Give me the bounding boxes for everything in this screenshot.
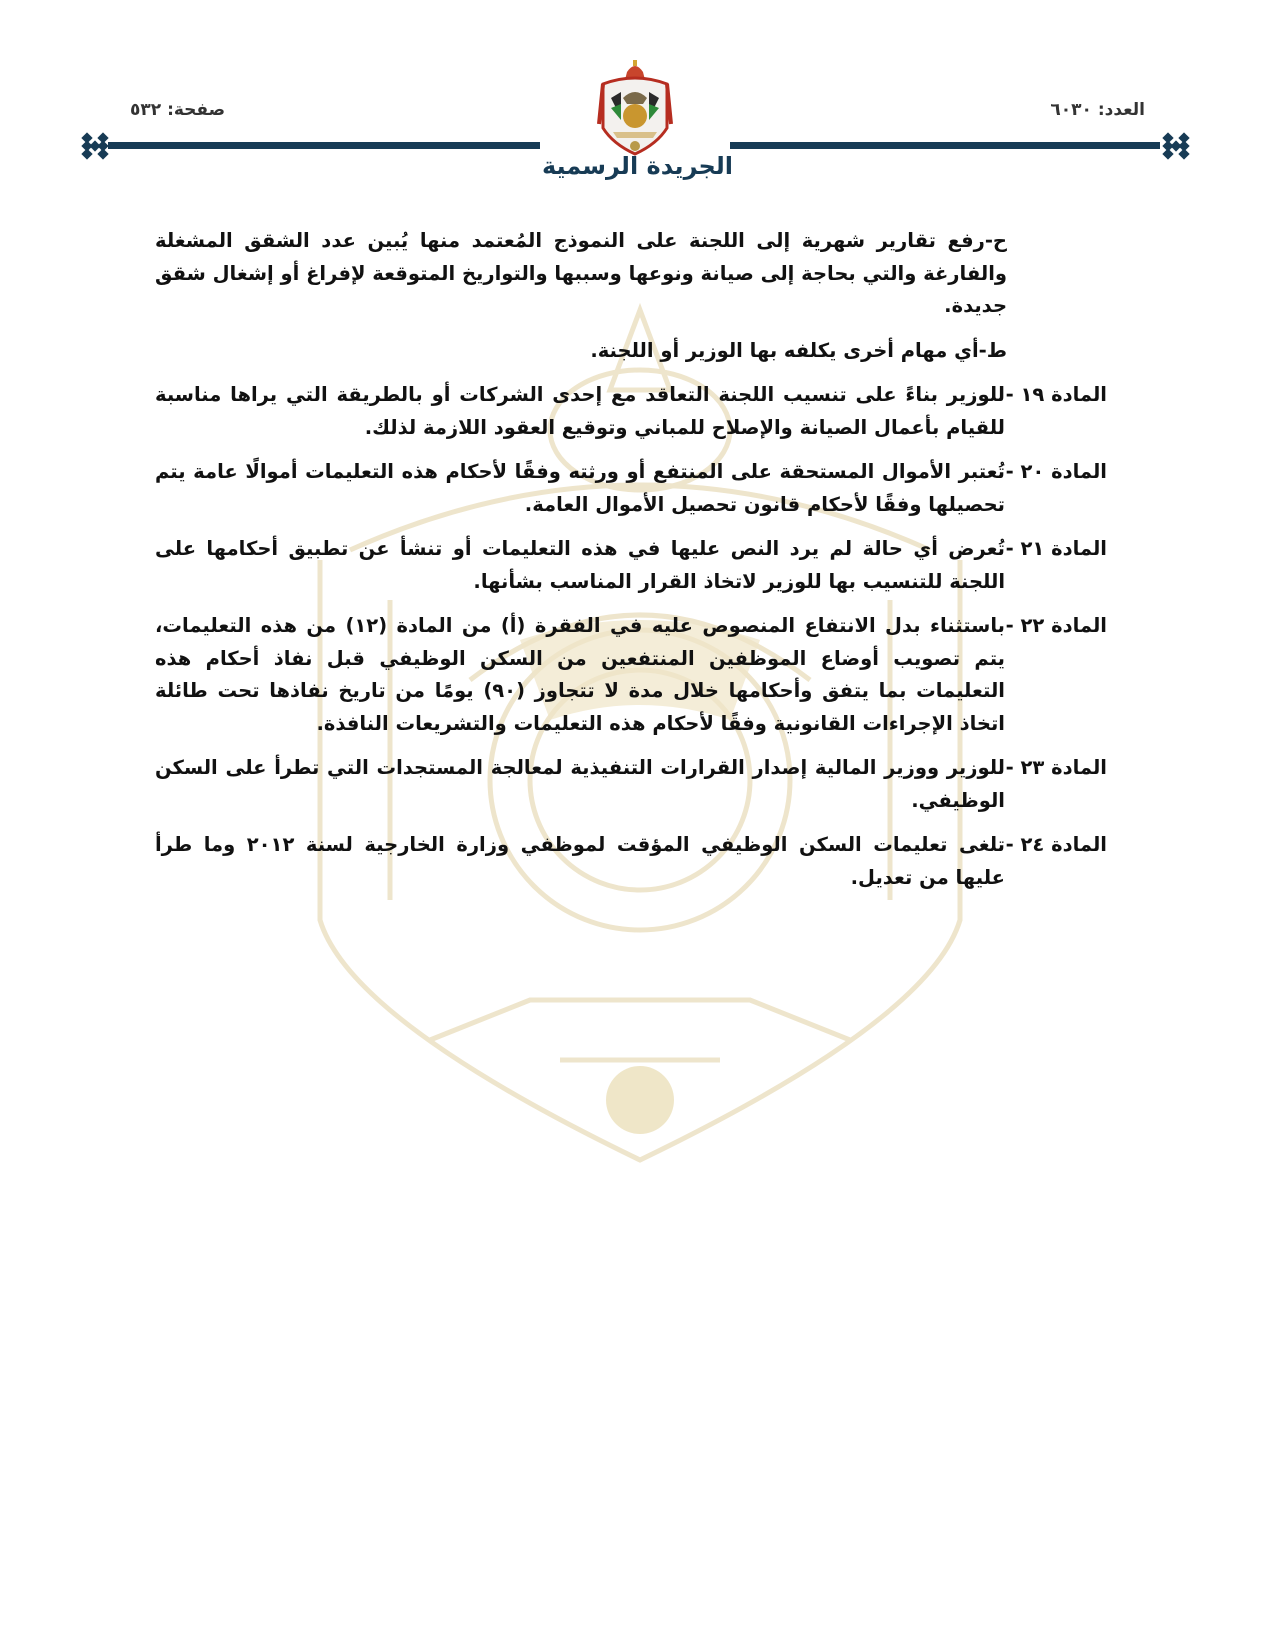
article-label: المادة ١٩ - [1005,383,1107,406]
article-text: باستثناء بدل الانتفاع المنصوص عليه في الفقرة (أ) من المادة (١٢) من هذه التعليمات، يتم تصويب أوضاع الموظفين المنتفعين من السكن الوظيفي قبل نفاذ أحكام هذه التعليمات بما يتفق وأحكامها خلال مدة لا تتجاوز (٩٠) يومًا من تاريخ نفاذها تحت طائلة اتخاذ الإجراءات القانونية وفقًا لأحكام هذه التعليمات والتشريعات النافذة. [155,614,1005,735]
coat-of-arms-emblem [597,58,673,158]
article [155,752,1107,817]
article-label: المادة ٢٣ - [1005,756,1107,779]
article-text: تُعتبر الأموال المستحقة على المنتفع أو ورثته وفقًا لأحكام هذه التعليمات أموالًا عامة يتم تحصيلها وفقًا لأحكام قانون تحصيل الأموال العامة. [155,460,1005,516]
sub-item-letter: ح- [984,229,1007,252]
issue-value: ٦٠٣٠ [1050,100,1092,120]
article-label: المادة ٢٠ - [1005,460,1107,483]
issue-label: العدد: [1097,100,1145,120]
page-number [130,100,225,120]
article [155,610,1107,740]
header-rule-right [730,142,1160,149]
page-label: صفحة: [167,100,226,120]
sub-item-body: رفع تقارير شهرية إلى اللجنة على النموذج المُعتمد منها يُبين عدد الشقق المشغلة والفارغة والتي بحاجة إلى صيانة ونوعها وسببها والتواريخ المتوقعة لإفراغ أو إشغال شقق جديدة. [155,229,1007,317]
article [155,379,1107,444]
article-label: المادة ٢٤ - [1005,833,1107,856]
sub-item-body: أي مهام أخرى يكلفه بها الوزير أو اللجنة. [590,338,979,362]
document-body [155,225,1107,906]
sub-item [155,225,1007,323]
page-value: ٥٣٢ [130,100,162,120]
header-rule-left [108,142,540,149]
sub-item-letter: ط- [978,338,1007,362]
article-text: تلغى تعليمات السكن الوظيفي المؤقت لموظفي وزارة الخارجية لسنة ٢٠١٢ وما طرأ عليها من تعديل. [155,833,1006,889]
article-text: للوزير بناءً على تنسيب اللجنة التعاقد مع إحدى الشركات أو بالطريقة التي يراها مناسبة للقيام بأعمال الصيانة والإصلاح للمباني وتوقيع العقود اللازمة لذلك. [155,383,1005,439]
article-label: المادة ٢٢ - [1005,614,1107,637]
article-text: تُعرض أي حالة لم يرد النص عليها في هذه التعليمات أو تنشأ عن تطبيق أحكامها على اللجنة للتنسيب بها للوزير لاتخاذ القرار المناسب بشأنها. [155,537,1005,593]
sub-item-text [155,225,1007,323]
article-label: المادة ٢١ - [1005,537,1107,560]
article [155,533,1107,598]
sub-item-text [155,335,1007,368]
sub-item [155,335,1007,368]
article [155,456,1107,521]
article-text: للوزير ووزير المالية إصدار القرارات التنفيذية لمعالجة المستجدات التي تطرأ على السكن الوظيفي. [155,756,1005,812]
issue-number [1050,100,1145,120]
article [155,829,1107,894]
gazette-title: الجريدة الرسمية [541,152,734,180]
